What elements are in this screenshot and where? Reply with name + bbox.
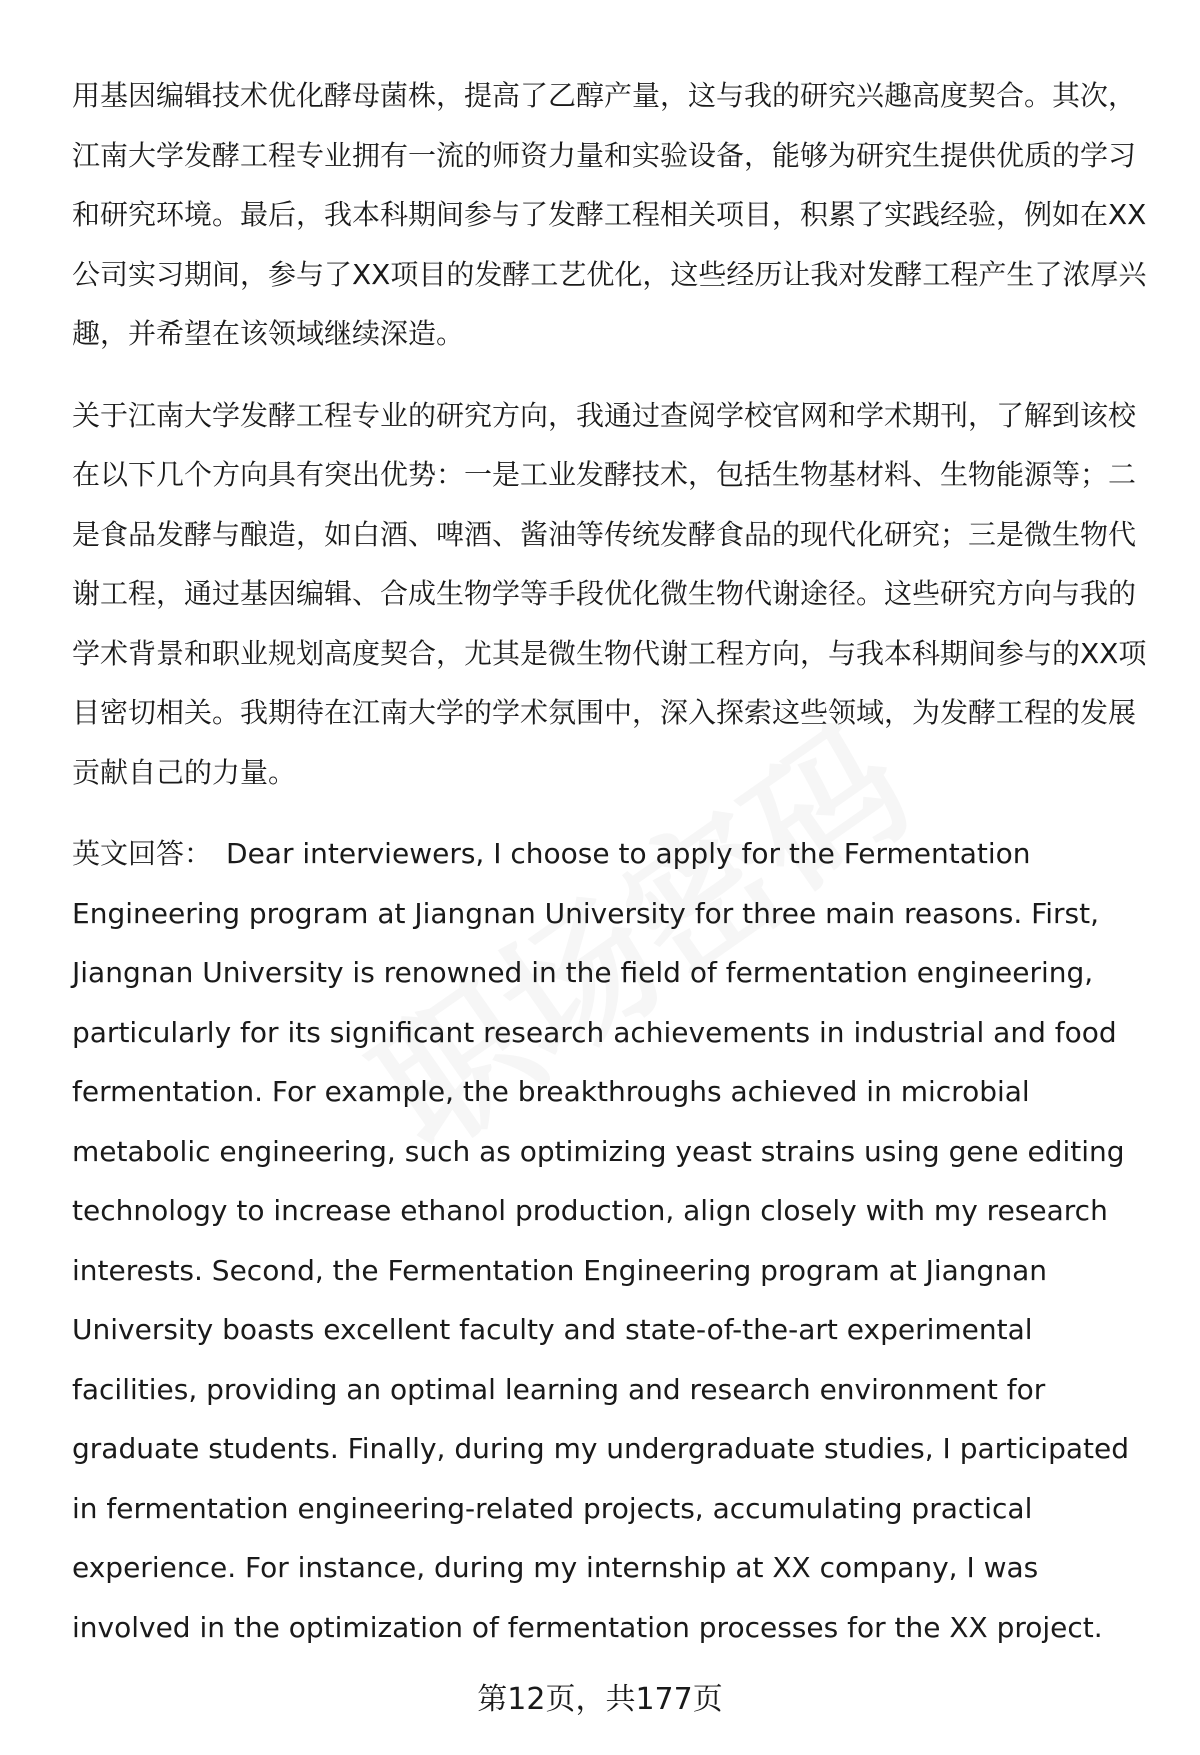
english-answer-paragraph xyxy=(72,824,1152,1657)
document-body xyxy=(72,66,1152,1657)
english-answer-label: 英文回答： xyxy=(72,837,213,870)
page-number: 第12页，共177页 xyxy=(477,1682,723,1717)
english-answer-text: Dear interviewers, I choose to apply for the Fermentation Engineering program at Jiangnan University for three main reasons. First, Jiangnan University is renowned in the field of fermentation engineering, particularly for its significant research achievements in industrial and food fermentation. For example, the breakthroughs achieved in microbial metabolic engineering, such as optimizing yeast strains using gene editing technology to increase ethanol production, align closely with my research interests. Second, the Fermentation Engineering program at Jiangnan University boasts excellent faculty and state-of-the-art experimental facilities, providing an optimal learning and research environment for graduate students. Finally, during my undergraduate studies, I participated in fermentation engineering-related projects, accumulating practical experience. For instance, during my internship at XX company, I was involved in the optimization of fermentation processes for the XX project. xyxy=(72,837,1129,1644)
paragraph-2: 关于江南大学发酵工程专业的研究方向，我通过查阅学校官网和学术期刊，了解到该校在以下几个方向具有突出优势：一是工业发酵技术，包括生物基材料、生物能源等；二是食品发酵与酿造，如白酒、啤酒、酱油等传统发酵食品的现代化研究；三是微生物代谢工程，通过基因编辑、合成生物学等手段优化微生物代谢途径。这些研究方向与我的学术背景和职业规划高度契合，尤其是微生物代谢工程方向，与我本科期间参与的XX项目密切相关。我期待在江南大学的学术氛围中，深入探索这些领域，为发酵工程的发展贡献自己的力量。 xyxy=(72,398,1147,789)
paragraph-1: 用基因编辑技术优化酵母菌株，提高了乙醇产量，这与我的研究兴趣高度契合。其次，江南大学发酵工程专业拥有一流的师资力量和实验设备，能够为研究生提供优质的学习和研究环境。最后，我本科期间参与了发酵工程相关项目，积累了实践经验，例如在XX公司实习期间，参与了XX项目的发酵工艺优化，这些经历让我对发酵工程产生了浓厚兴趣，并希望在该领域继续深造。 xyxy=(72,79,1147,350)
